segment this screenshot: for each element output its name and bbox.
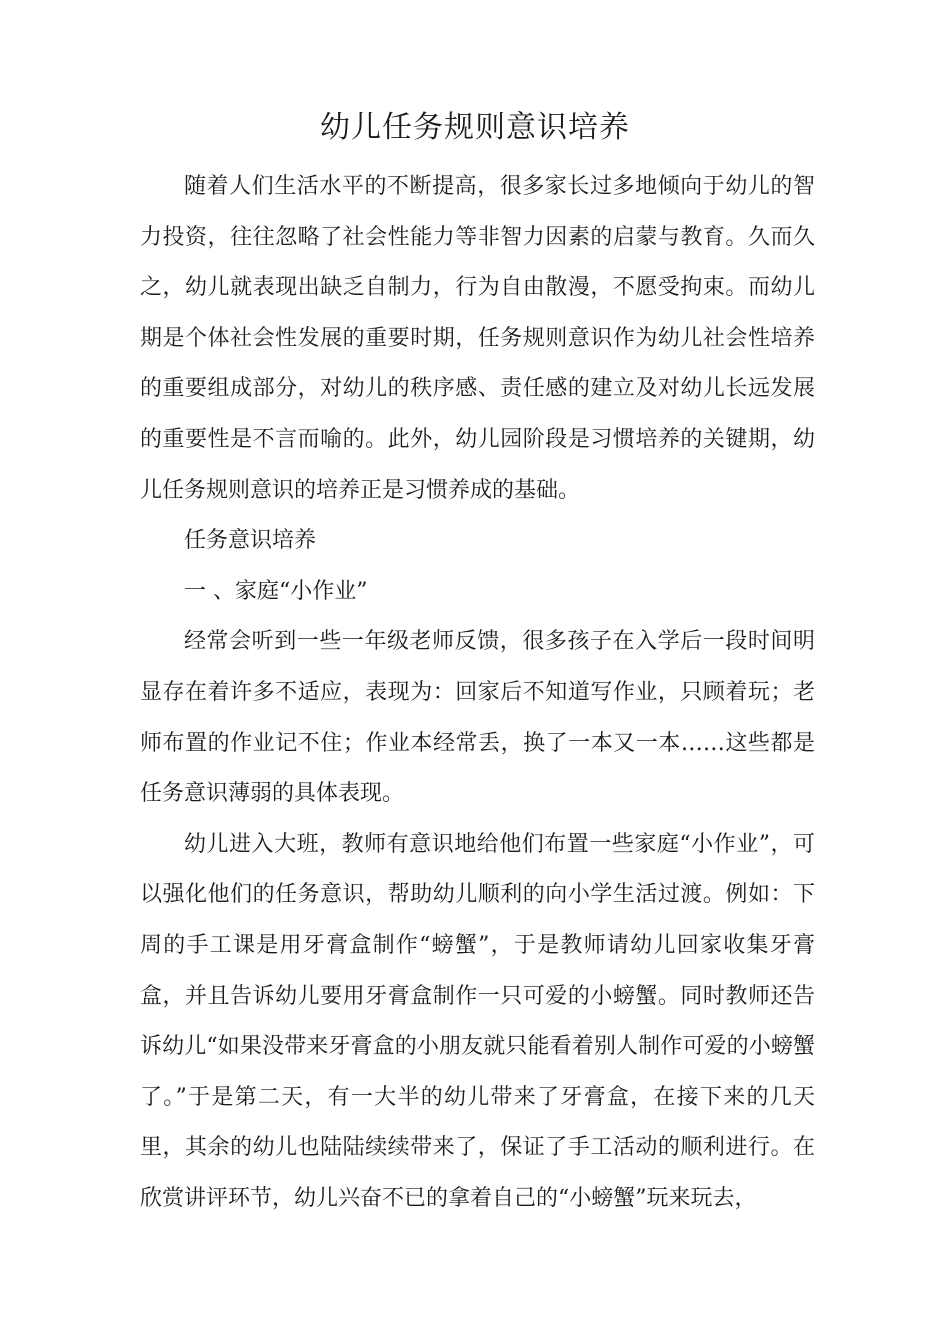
paragraph-feedback: 经常会听到一些一年级老师反馈，很多孩子在入学后一段时间明显存在着许多不适应，表现为：回家后不知道写作业，只顾着玩；老师布置的作业记不住；作业本经常丢，换了一本又一本……这些都是任务意识薄弱的具体表现。 <box>140 629 815 807</box>
section-heading: 任务意识培养 <box>184 528 317 554</box>
subsection-heading: 一 、家庭“小作业” <box>184 578 368 604</box>
paragraph-example: 幼儿进入大班，教师有意识地给他们布置一些家庭“小作业”，可以强化他们的任务意识，帮助幼儿顺利的向小学生活过渡。例如：下周的手工课是用牙膏盒制作“螃蟹”，于是教师请幼儿回家收集牙膏盒，并且告诉幼儿要用牙膏盒制作一只可爱的小螃蟹。同时教师还告诉幼儿“如果没带来牙膏盒的小朋友就只能看着别人制作可爱的小螃蟹了。”于是第二天，有一大半的幼儿带来了牙膏盒，在接下来的几天里，其余的幼儿也陆陆续续带来了，保证了手工活动的顺利进行。在欣赏讲评环节，幼儿兴奋不已的拿着自己的“小螃蟹”玩来玩去， <box>140 831 815 1211</box>
paragraph-intro: 随着人们生活水平的不断提高，很多家长过多地倾向于幼儿的智力投资，往往忽略了社会性能力等非智力因素的启蒙与教育。久而久之，幼儿就表现出缺乏自制力，行为自由散漫，不愿受拘束。而幼儿期是个体社会性发展的重要时期，任务规则意识作为幼儿社会性培养的重要组成部分，对幼儿的秩序感、责任感的建立及对幼儿长远发展的重要性是不言而喻的。此外，幼儿园阶段是习惯培养的关键期，幼儿任务规则意识的培养正是习惯养成的基础。 <box>140 174 815 503</box>
document-title: 幼儿任务规则意识培养 <box>320 110 630 145</box>
document-body <box>140 162 815 1224</box>
